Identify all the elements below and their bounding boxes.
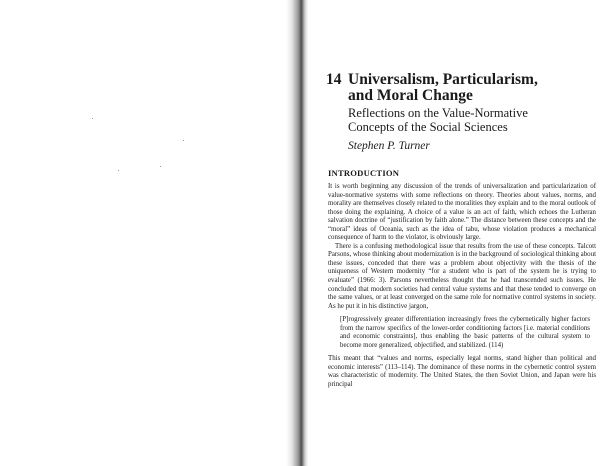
scan-speck [92, 118, 93, 119]
scan-speck [183, 140, 184, 141]
right-page [308, 0, 600, 466]
paragraph: There is a confusing methodological issue that results from the use of these concepts. Talcott Parsons, whose thinking about modernization is in the background of sociological thinking about these issues, conceded that there was a problem about objectivity with the thesis of the uniqueness of Western modernity “for a student who is part of the system he is trying to evaluate” (1966: 3). Parsons nevertheless thought that he had transcended such issues. He concluded that modern societies had central value systems and that these tended to converge on the same values, or at least converged on the same role for normative control systems in society. As he put it in his distinctive jargon, [328, 242, 596, 310]
author-name: Stephen P. Turner [348, 140, 430, 152]
subtitle-line-1: Reflections on the Value-Normative [348, 106, 528, 120]
body-text [328, 183, 596, 390]
paragraph: This meant that “values and norms, especially legal norms, stand higher than political and economic interests” (113–114). The dominance of these norms in the cybernetic control system was characteristic of modernity. The United States, the then Soviet Union, and Japan were his principal [328, 355, 596, 389]
chapter-number: 14 [326, 71, 342, 88]
paragraph: It is worth beginning any discussion of the trends of universalization and particularization of value-normative systems with some reflections on theory. Theories about values, norms, and morality are themselves closely related to the moralities they explain and to the moral outlook of those doing the explaining. A choice of a value is an act of faith, which echoes the Lutheran salvation doctrine of “justification by faith alone.” The distance between these concepts and the “moral” ideas of Oceania, such as the idea of tabu, whose violation produces a mechanical consequence of harm to the violator, is obviously large. [328, 183, 596, 242]
scan-speck [118, 170, 119, 171]
chapter-subtitle [348, 106, 598, 134]
chapter-title-line-1: Universalism, Particularism, [348, 71, 538, 88]
chapter-title [326, 72, 596, 104]
block-quote: [P]rogressively greater differentiation increasingly frees the cybernetically higher factors from the narrow specifics of the lower-order conditioning factors [i.e. material conditions and economic constraints], thus enabling the basic patterns of the cultural system to become more generalized, objectified, and stabilized. (114) [340, 316, 590, 349]
section-heading: INTRODUCTION [328, 168, 400, 178]
scan-speck [160, 166, 161, 167]
book-gutter [286, 0, 308, 466]
subtitle-line-2: Concepts of the Social Sciences [348, 120, 508, 134]
chapter-title-line-2: and Moral Change [348, 87, 473, 104]
